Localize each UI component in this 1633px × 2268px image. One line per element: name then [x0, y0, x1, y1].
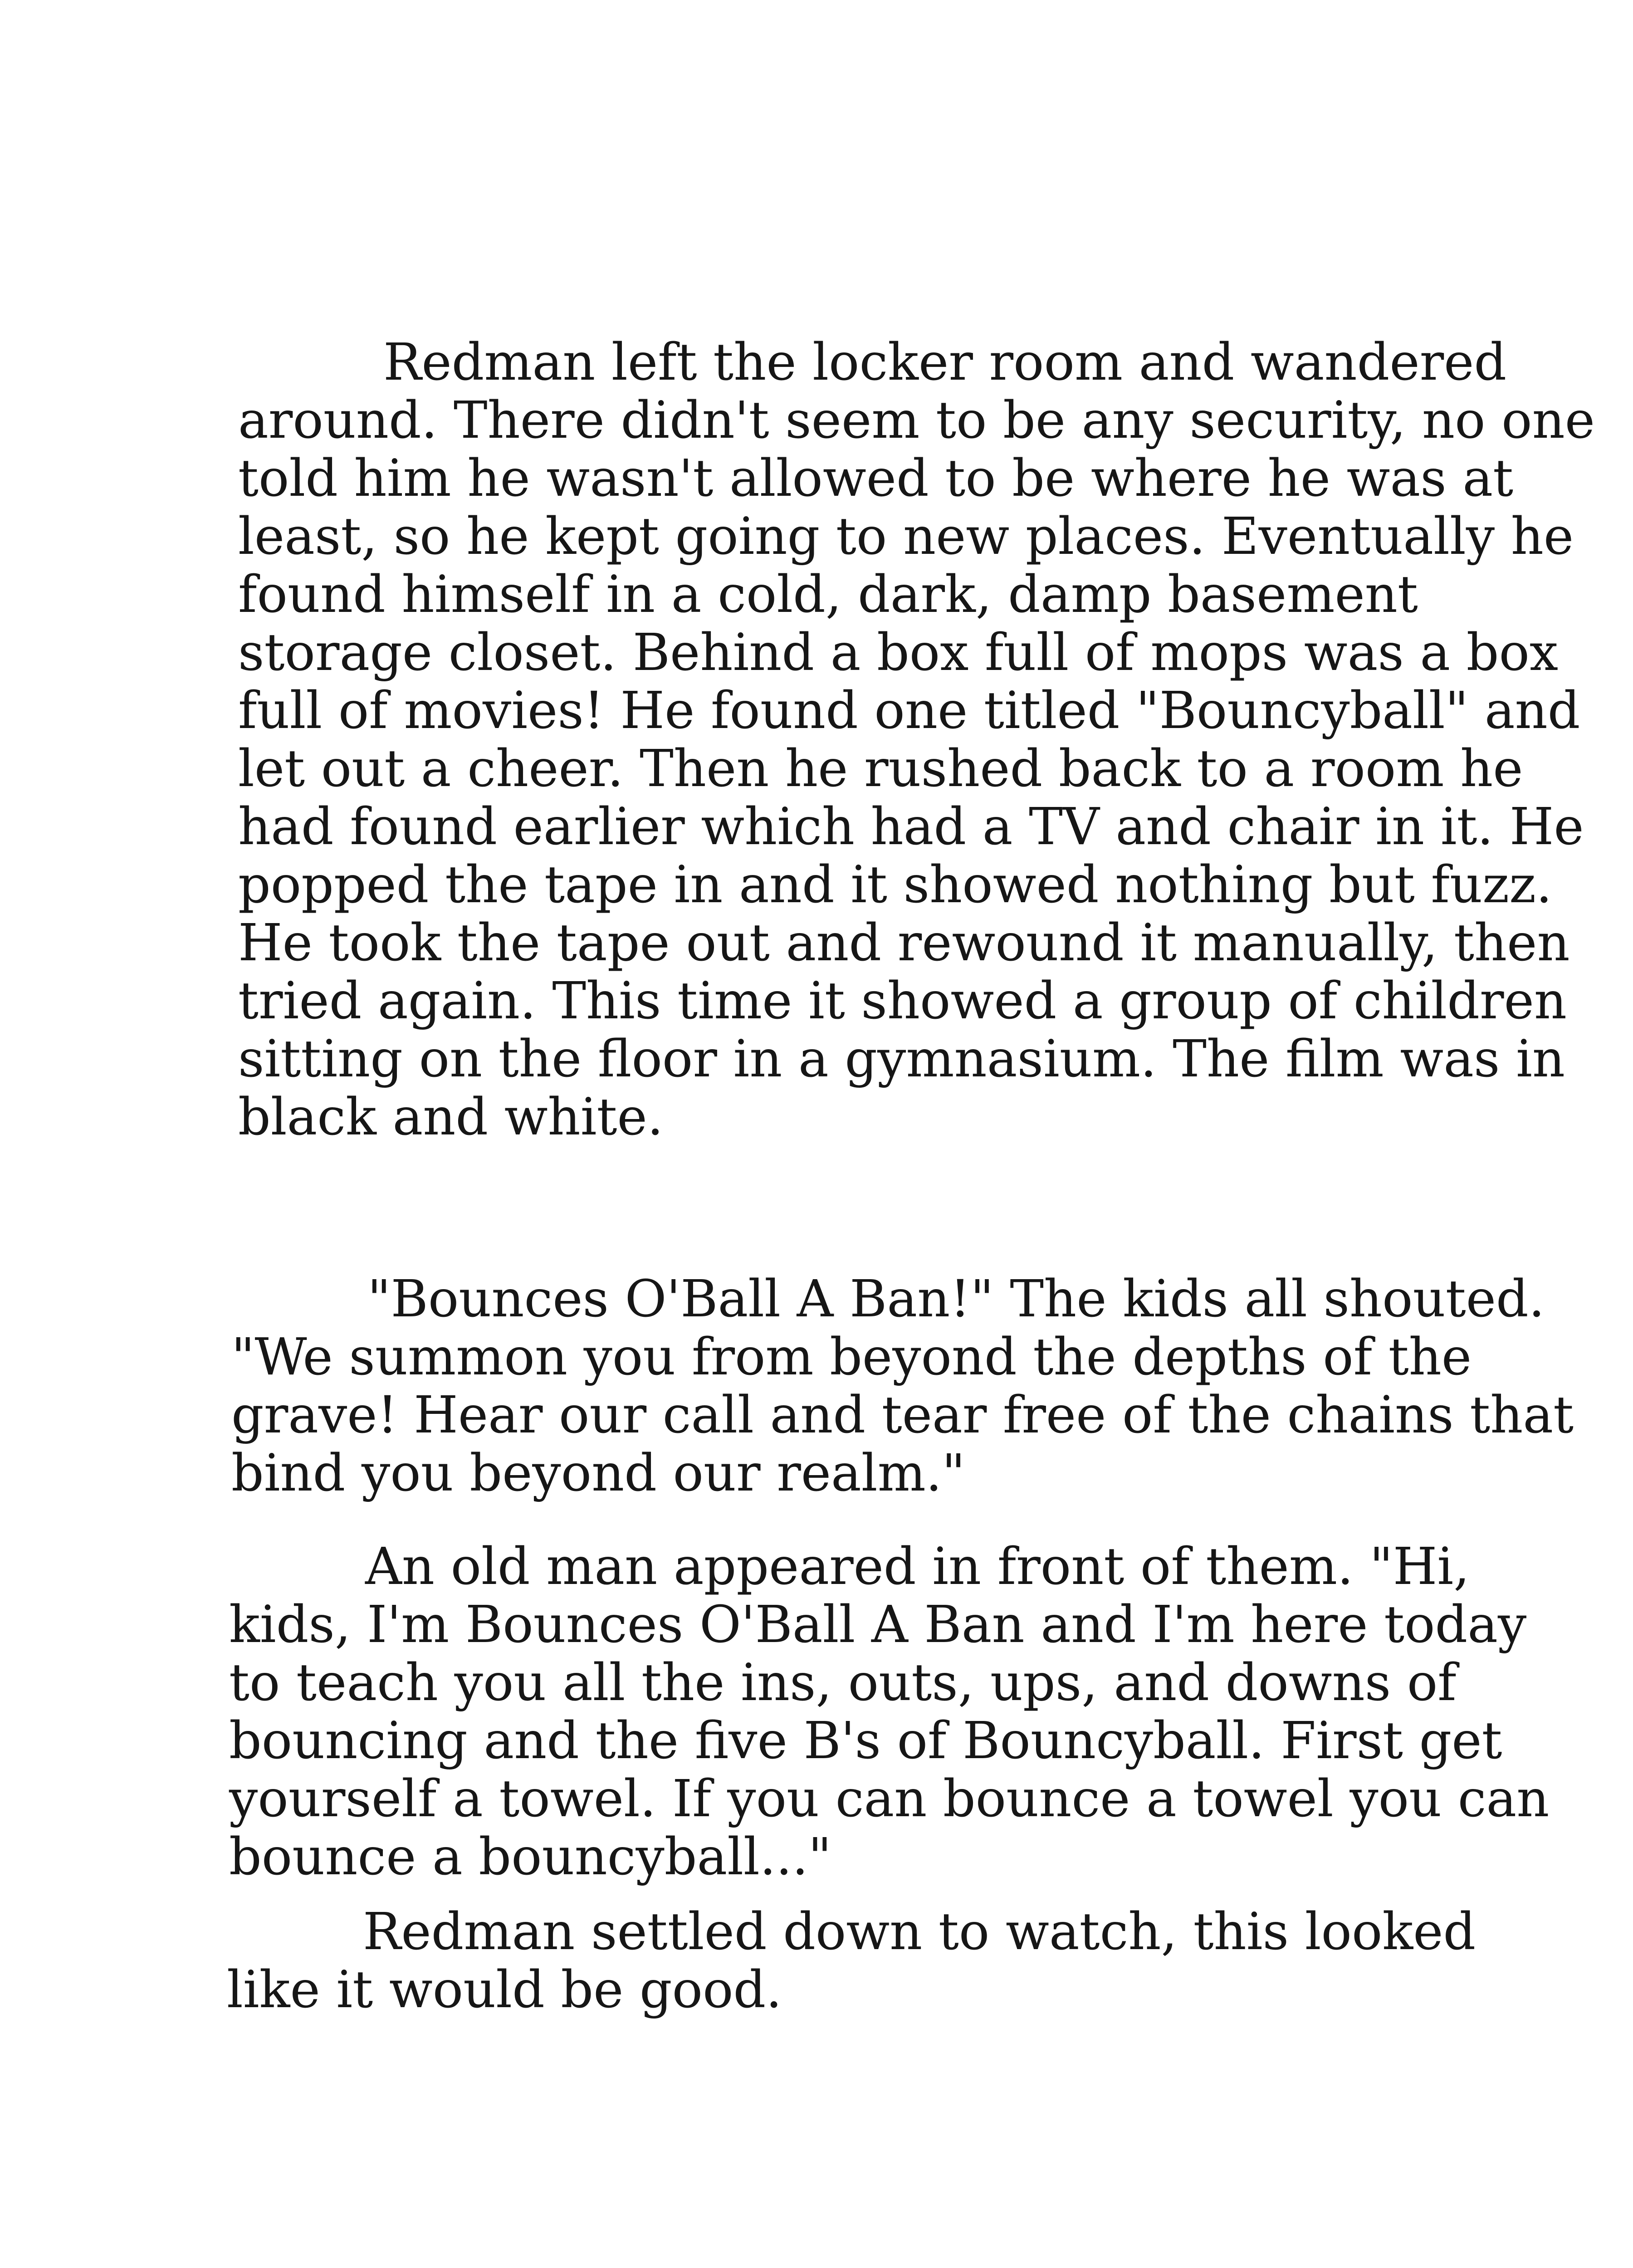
paragraph-redman-watches [227, 1903, 1476, 2019]
text-line: bounce a bouncyball..." [229, 1828, 832, 1887]
text-line: like it would be good. [227, 1960, 782, 2019]
text-line: popped the tape in and it showed nothing but fuzz. [238, 855, 1552, 914]
text-line: told him he wasn't allowed to be where he was at [238, 449, 1514, 508]
text-line: kids, I'm Bounces O'Ball A Ban and I'm here today [229, 1595, 1527, 1654]
text-line: had found earlier which had a TV and chair in it. He [238, 797, 1584, 856]
text-line: storage closet. Behind a box full of mops was a box [238, 623, 1559, 682]
text-line: tried again. This time it showed a group of children [238, 972, 1567, 1031]
text-line: sitting on the floor in a gymnasium. The film was in [238, 1030, 1565, 1089]
text-line: Redman settled down to watch, this looked [363, 1902, 1476, 1961]
text-line: full of movies! He found one titled "Bouncyball" and [238, 681, 1580, 740]
text-line: "We summon you from beyond the depths of the [231, 1328, 1472, 1387]
text-line: black and white. [238, 1088, 664, 1147]
text-line: found himself in a cold, dark, damp basement [238, 565, 1418, 624]
text-line: "Bounces O'Ball A Ban!" The kids all shouted. [367, 1270, 1545, 1329]
text-line: Redman left the locker room and wandered [383, 333, 1507, 392]
text-line: An old man appeared in front of them. "Hi, [365, 1537, 1470, 1596]
paragraph-old-man-appears [229, 1538, 1549, 1886]
text-line: grave! Hear our call and tear free of the chains that [231, 1386, 1574, 1445]
text-line: let out a cheer. Then he rushed back to a room he [238, 739, 1523, 798]
text-line: yourself a towel. If you can bounce a towel you can [229, 1769, 1550, 1828]
paragraph-redman-finds-tape [238, 333, 1595, 1146]
paragraph-kids-summon [231, 1270, 1574, 1502]
text-line: bind you beyond our realm." [231, 1444, 965, 1503]
text-line: to teach you all the ins, outs, ups, and downs of [229, 1653, 1457, 1712]
text-line: He took the tape out and rewound it manually, then [238, 914, 1570, 973]
text-line: around. There didn't seem to be any security, no one [238, 391, 1595, 450]
text-line: bouncing and the five B's of Bouncyball. First get [229, 1711, 1502, 1770]
text-line: least, so he kept going to new places. Eventually he [238, 507, 1574, 566]
